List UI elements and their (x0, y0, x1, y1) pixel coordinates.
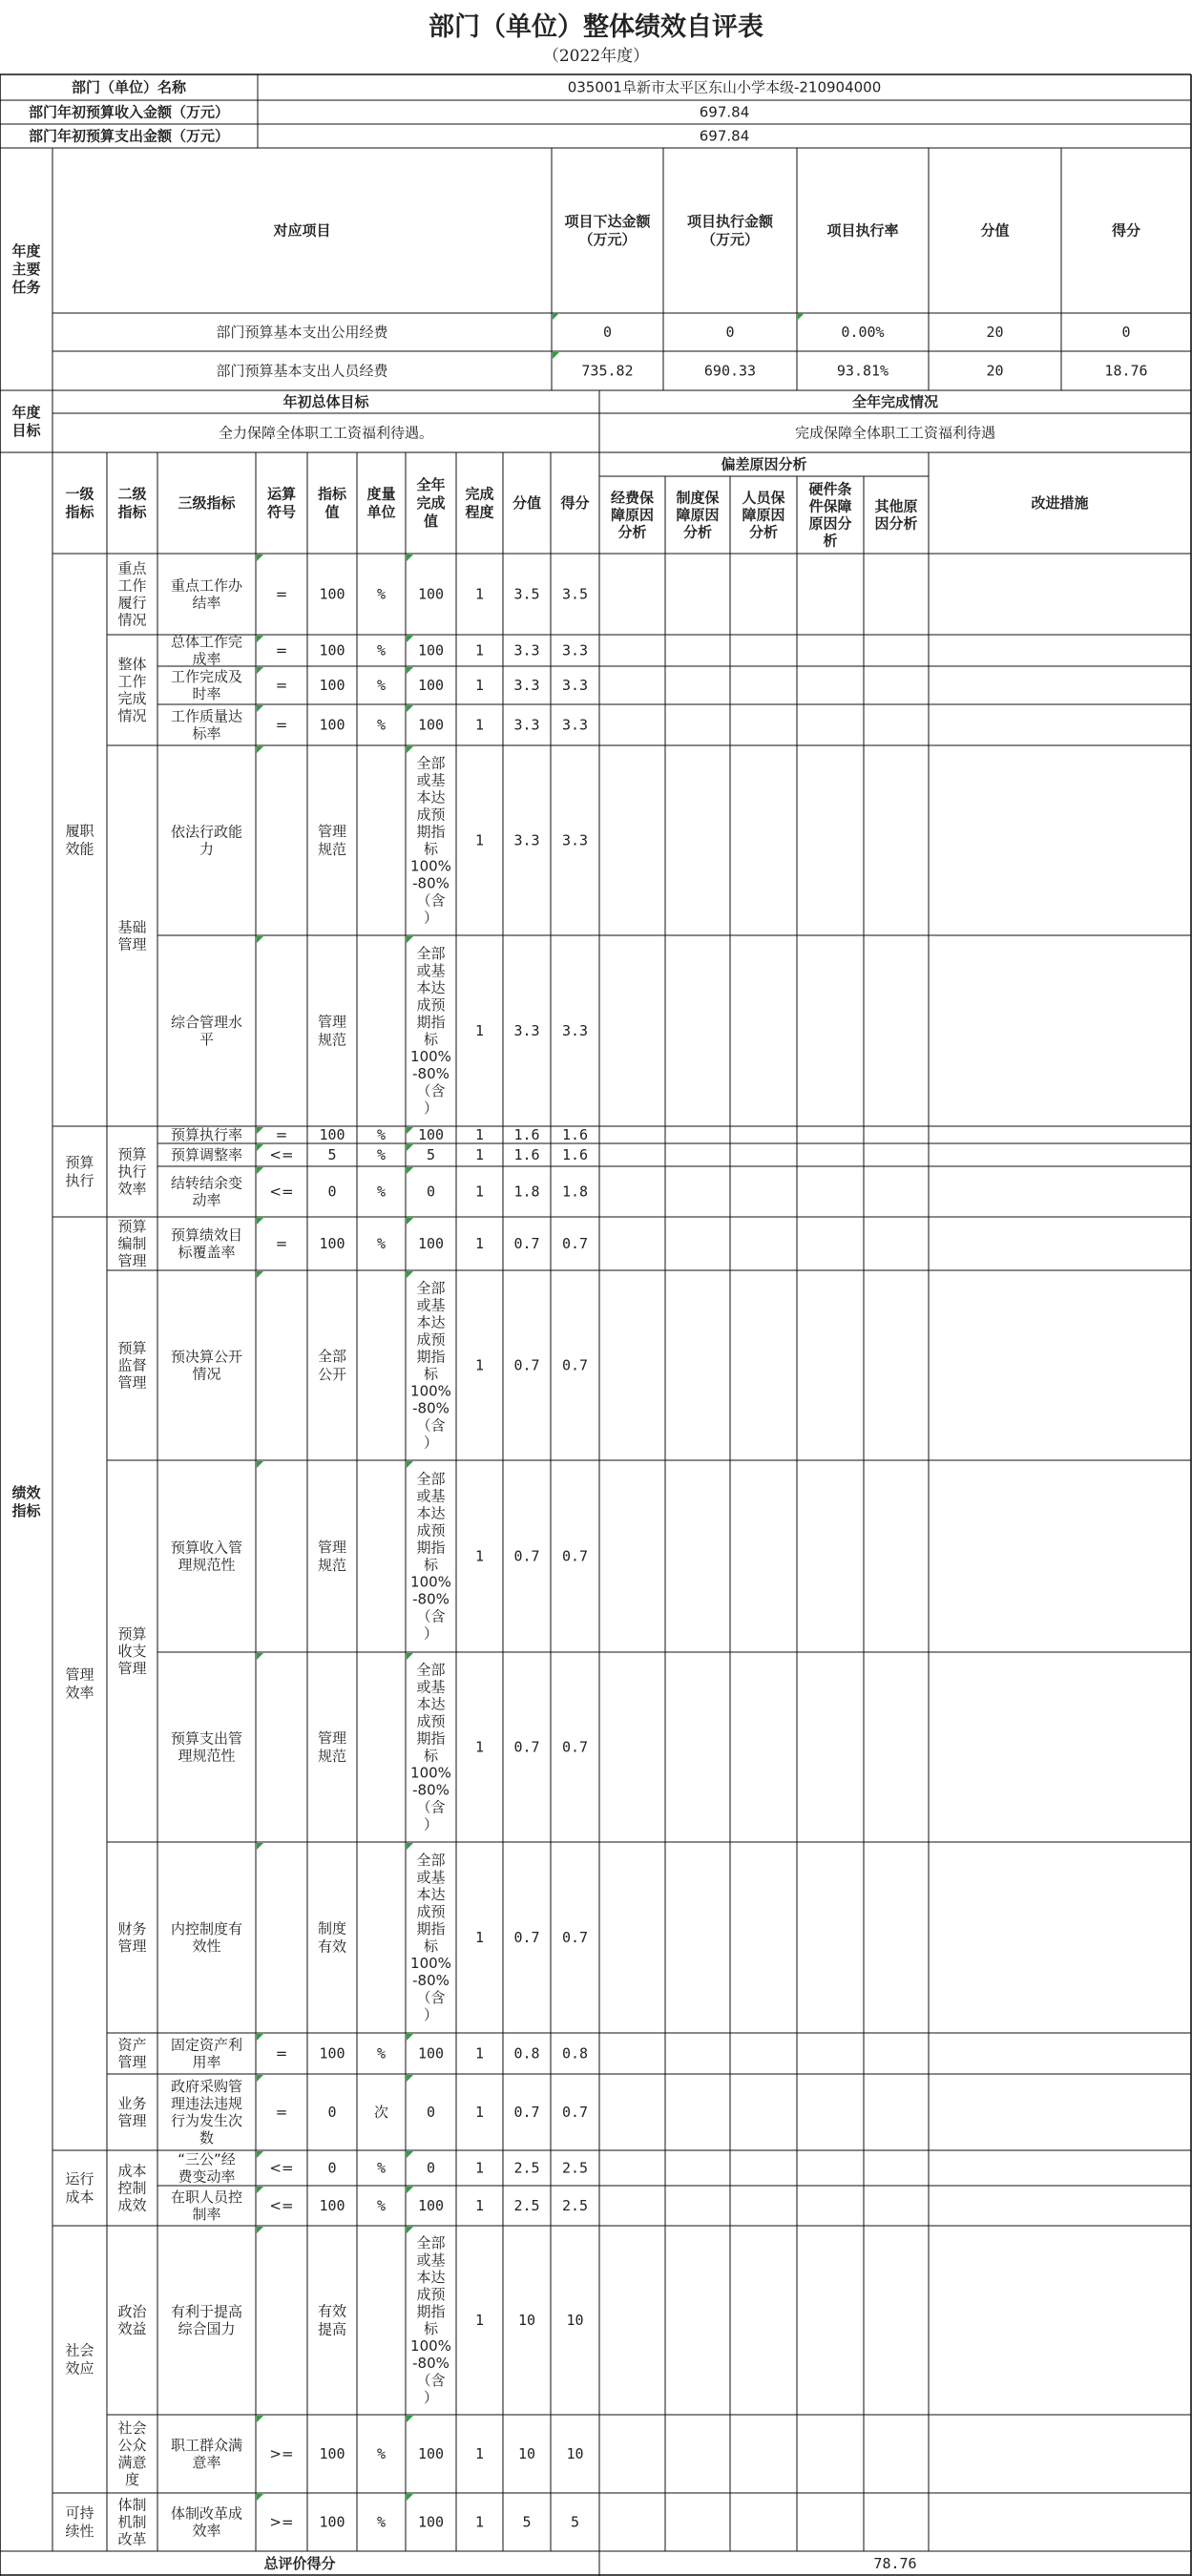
goal-complete-text: 完成保障全体职工工资福利待遇 (794, 424, 996, 442)
annual-value-cell: 100 (417, 2197, 445, 2214)
operator-cell: >= (269, 2513, 294, 2531)
cell-comment-marker (257, 1144, 263, 1151)
score-cell: 0.7 (561, 1356, 589, 1374)
target-value-cell: 有效提高 (317, 2302, 347, 2338)
target-value-cell: 100 (319, 2197, 345, 2214)
cell-comment-marker (407, 2416, 413, 2422)
total-score-label: 总评价得分 (263, 2555, 336, 2572)
cell-comment-marker (257, 2227, 263, 2233)
target-value-cell: 5 (327, 1146, 337, 1163)
perf-header-weight: 分值 (512, 494, 542, 512)
task-cell-allocated: 735.82 (581, 362, 634, 380)
operator-cell: = (275, 641, 288, 660)
annual-value-cell: 5 (426, 1146, 436, 1163)
target-value-cell: 管理规范 (317, 1013, 347, 1049)
task-header-weight: 分值 (980, 221, 1010, 240)
level2-indicator-label: 重点工作履行情况 (117, 559, 147, 629)
level2-indicator-label: 预算执行效率 (117, 1145, 147, 1198)
perf-header-deviation-col: 人员保障原因分析 (742, 489, 785, 541)
weight-cell: 2.5 (513, 2197, 540, 2214)
completion-degree-cell: 1 (474, 2044, 485, 2063)
perf-header-annual: 全年完成值 (416, 476, 446, 530)
cell-comment-marker (257, 1843, 263, 1850)
cell-comment-marker (257, 636, 263, 642)
score-cell: 3.3 (561, 716, 589, 734)
perf-header-level1: 一级指标 (65, 485, 94, 521)
task-cell-executed: 0 (725, 324, 735, 341)
weight-cell: 3.3 (513, 831, 540, 849)
completion-degree-cell: 1 (474, 1929, 485, 1946)
level3-indicator-name: 政府采购管理违法违规行为发生次数 (170, 2078, 243, 2147)
perf-header-level2: 二级指标 (117, 485, 147, 521)
weight-cell: 3.3 (513, 1022, 540, 1039)
level1-indicator-label: 履职效能 (65, 822, 94, 858)
weight-cell: 3.3 (513, 677, 540, 694)
completion-degree-cell: 1 (474, 1547, 485, 1565)
cell-comment-marker (257, 1461, 263, 1468)
weight-cell: 1.6 (513, 1146, 540, 1163)
unit-cell: % (376, 2513, 387, 2531)
level3-indicator-name: 内控制度有效性 (170, 1920, 243, 1955)
level3-indicator-name: 预算绩效目标覆盖率 (170, 1226, 243, 1261)
task-header-rate: 项目执行率 (826, 221, 899, 240)
task-project-name: 部门预算基本支出公用经费 (216, 324, 388, 341)
cell-comment-marker (407, 2034, 413, 2041)
weight-cell: 5 (522, 2513, 532, 2531)
page-subtitle: （2022年度） (542, 47, 650, 66)
level2-indicator-label: 预算监督管理 (117, 1339, 147, 1392)
weight-cell: 0.8 (513, 2044, 540, 2063)
level3-indicator-name: 预算收入管理规范性 (170, 1539, 243, 1574)
target-value-cell: 管理规范 (317, 1729, 347, 1765)
weight-cell: 0.7 (513, 1235, 540, 1252)
unit-cell: % (376, 1183, 387, 1201)
operator-cell: = (275, 2104, 288, 2121)
cell-comment-marker (257, 1218, 263, 1225)
perf-header-target: 指标值 (317, 485, 347, 521)
weight-cell: 0.7 (513, 1547, 540, 1565)
annual-value-cell: 100 (417, 2044, 445, 2063)
target-value-cell: 100 (319, 585, 345, 603)
weight-cell: 0.7 (513, 1929, 540, 1946)
target-value-cell: 100 (319, 1126, 345, 1143)
target-value-cell: 管理规范 (317, 1539, 347, 1574)
budget-expense-value: 697.84 (699, 127, 750, 145)
score-cell: 3.3 (561, 641, 589, 660)
perf-header-degree: 完成程度 (465, 485, 494, 521)
task-cell-allocated: 0 (602, 324, 613, 341)
level2-indicator-label: 预算编制管理 (117, 1218, 147, 1269)
task-cell-marker (553, 352, 559, 359)
cell-comment-marker (257, 2187, 263, 2193)
cell-comment-marker (257, 555, 263, 561)
level3-indicator-name: 预算支出管理规范性 (170, 1729, 243, 1765)
perf-header-deviation-col: 硬件条件保障原因分析 (808, 480, 852, 550)
perf-header-deviation-col: 其他原因分析 (874, 497, 918, 533)
goal-initial-header: 年初总体目标 (282, 393, 369, 410)
cell-comment-marker (257, 667, 263, 674)
perf-header-operator: 运算符号 (266, 485, 297, 521)
level3-indicator-name: 预算调整率 (170, 1146, 243, 1163)
cell-comment-marker (407, 936, 413, 943)
level3-indicator-name: 重点工作办结率 (170, 576, 243, 612)
target-value-cell: 100 (319, 2445, 345, 2462)
cell-comment-marker (407, 2187, 413, 2193)
annual-value-cell: 100 (417, 585, 445, 603)
completion-degree-cell: 1 (474, 2159, 485, 2177)
level3-indicator-name: 综合管理水平 (170, 1014, 243, 1048)
completion-degree-cell: 1 (474, 2513, 485, 2531)
level3-indicator-name: 工作完成及时率 (170, 668, 243, 702)
target-value-cell: 0 (327, 2104, 337, 2121)
operator-cell: = (275, 716, 288, 734)
task-cell-rate: 93.81% (836, 362, 889, 380)
level3-indicator-name: 预决算公开情况 (170, 1348, 243, 1383)
completion-degree-cell: 1 (474, 1126, 485, 1143)
weight-cell: 10 (517, 2312, 536, 2329)
annual-value-cell: 全部或基本达成预期指标 100% -80%（含） (410, 945, 451, 1117)
cell-comment-marker (407, 746, 413, 753)
annual-value-cell: 全部或基本达成预期指标 100% -80%（含） (410, 1470, 451, 1643)
level3-indicator-name: 依法行政能力 (170, 823, 243, 858)
budget-income-value: 697.84 (699, 103, 750, 121)
cell-comment-marker (257, 1167, 263, 1174)
task-header-executed: 项目执行金额（万元） (686, 213, 774, 248)
operator-cell: = (275, 1126, 288, 1143)
unit-cell: % (376, 677, 387, 694)
cell-comment-marker (257, 1271, 263, 1278)
total-score-value: 78.76 (873, 2555, 917, 2572)
perf-side-label: 绩效指标 (11, 1484, 41, 1519)
unit-cell: % (376, 2159, 387, 2177)
task-header-allocated: 项目下达金额（万元） (564, 213, 651, 248)
level3-indicator-name: 总体工作完成率 (170, 633, 243, 668)
perf-header-deviation: 偏差原因分析 (721, 455, 807, 473)
annual-value-cell: 100 (417, 677, 445, 694)
level1-indicator-label: 预算执行 (65, 1154, 94, 1189)
weight-cell: 2.5 (513, 2159, 540, 2177)
cell-comment-marker (407, 2151, 413, 2158)
completion-degree-cell: 1 (474, 1022, 485, 1039)
target-value-cell: 100 (319, 641, 345, 660)
score-cell: 0.7 (561, 1235, 589, 1252)
task-cell-weight: 20 (986, 324, 1004, 341)
cell-comment-marker (407, 2075, 413, 2082)
target-value-cell: 100 (319, 677, 345, 694)
task-cell-executed: 690.33 (703, 362, 757, 380)
level2-indicator-label: 整体工作完成情况 (117, 656, 147, 724)
cell-comment-marker (407, 1127, 413, 1134)
cell-comment-marker (407, 1144, 413, 1151)
annual-task-side-label: 年度主要任务 (11, 242, 41, 296)
unit-name-value: 035001阜新市太平区东山小学本级-210904000 (567, 78, 882, 96)
annual-value-cell: 全部或基本达成预期指标 100% -80%（含） (410, 1852, 451, 2023)
score-cell: 3.3 (561, 831, 589, 849)
completion-degree-cell: 1 (474, 1183, 485, 1201)
level1-indicator-label: 管理效率 (65, 1665, 94, 1702)
level2-indicator-label: 社会公众满意度 (117, 2419, 147, 2488)
unit-cell: % (376, 1126, 387, 1143)
score-cell: 1.6 (561, 1146, 589, 1163)
perf-header-deviation-col: 制度保障原因分析 (676, 489, 720, 541)
cell-comment-marker (407, 705, 413, 712)
level2-indicator-label: 预算收支管理 (117, 1625, 147, 1677)
cell-comment-marker (407, 1843, 413, 1850)
annual-value-cell: 100 (417, 641, 445, 660)
completion-degree-cell: 1 (474, 716, 485, 734)
operator-cell: = (275, 2044, 288, 2063)
target-value-cell: 0 (327, 1183, 337, 1201)
cell-comment-marker (257, 2034, 263, 2041)
target-value-cell: 100 (319, 2513, 345, 2531)
operator-cell: <= (269, 1183, 294, 1201)
cell-comment-marker (257, 2416, 263, 2422)
level2-indicator-label: 业务管理 (117, 2095, 147, 2129)
page-title: 部门（单位）整体绩效自评表 (429, 12, 763, 42)
weight-cell: 3.5 (513, 585, 540, 603)
level3-indicator-name: 预算执行率 (170, 1126, 243, 1143)
task-cell-weight: 20 (986, 362, 1004, 380)
task-cell-score: 0 (1121, 324, 1131, 341)
weight-cell: 0.7 (513, 2104, 540, 2121)
target-value-cell: 制度有效 (317, 1919, 347, 1956)
unit-cell: % (376, 2197, 387, 2214)
level3-indicator-name: 职工群众满意率 (170, 2437, 243, 2471)
annual-value-cell: 100 (417, 716, 445, 734)
target-value-cell: 0 (327, 2159, 337, 2177)
task-cell-marker (553, 313, 559, 320)
operator-cell: <= (269, 2197, 294, 2214)
score-cell: 3.3 (561, 1022, 589, 1039)
level3-indicator-name: 有利于提高综合国力 (170, 2303, 243, 2337)
operator-cell: >= (269, 2445, 294, 2462)
target-value-cell: 100 (319, 2044, 345, 2063)
cell-comment-marker (257, 2075, 263, 2082)
level1-indicator-label: 运行成本 (65, 2170, 94, 2206)
task-cell-score: 18.76 (1104, 362, 1148, 380)
weight-cell: 1.8 (513, 1183, 540, 1201)
target-value-cell: 全部公开 (317, 1348, 347, 1383)
annual-value-cell: 100 (417, 1235, 445, 1252)
perf-header-score: 得分 (560, 494, 590, 512)
weight-cell: 3.3 (513, 716, 540, 734)
cell-comment-marker (257, 705, 263, 712)
unit-cell: % (376, 1235, 387, 1252)
score-cell: 3.5 (561, 585, 589, 603)
score-cell: 5 (570, 2513, 580, 2531)
weight-cell: 0.7 (513, 1738, 540, 1756)
completion-degree-cell: 1 (474, 2197, 485, 2214)
unit-cell: % (376, 641, 387, 660)
unit-cell: % (376, 716, 387, 734)
perf-header-deviation-col: 经费保障原因分析 (610, 489, 655, 541)
cell-comment-marker (407, 2494, 413, 2501)
score-cell: 2.5 (561, 2159, 589, 2177)
level2-indicator-label: 政治效益 (117, 2303, 147, 2337)
annual-value-cell: 100 (417, 2445, 445, 2462)
weight-cell: 0.7 (513, 1356, 540, 1374)
task-cell-rate: 0.00% (841, 324, 885, 341)
level3-indicator-name: 结转结余变动率 (170, 1174, 243, 1209)
weight-cell: 3.3 (513, 641, 540, 660)
score-cell: 3.3 (561, 677, 589, 694)
annual-value-cell: 全部或基本达成预期指标 100% -80%（含） (410, 1279, 451, 1452)
cell-comment-marker (257, 1127, 263, 1134)
operator-cell: = (275, 1235, 288, 1252)
completion-degree-cell: 1 (474, 1235, 485, 1252)
perf-header-improve: 改进措施 (1031, 494, 1089, 512)
annual-value-cell: 全部或基本达成预期指标 100% -80%（含） (410, 754, 451, 927)
budget-income-label: 部门年初预算收入金额（万元） (28, 103, 230, 121)
score-cell: 10 (566, 2312, 584, 2329)
unit-cell: % (376, 585, 387, 603)
completion-degree-cell: 1 (474, 677, 485, 694)
cell-comment-marker (407, 1653, 413, 1660)
unit-cell: 次 (373, 2104, 389, 2121)
cell-comment-marker (407, 1461, 413, 1468)
target-value-cell: 100 (319, 1235, 345, 1252)
score-cell: 0.7 (561, 1929, 589, 1946)
weight-cell: 1.6 (513, 1126, 540, 1143)
goal-complete-header: 全年完成情况 (851, 393, 939, 410)
score-cell: 0.7 (561, 2104, 589, 2121)
unit-cell: % (376, 1146, 387, 1163)
level3-indicator-name: 体制改革成效率 (170, 2504, 243, 2540)
cell-comment-marker (407, 1218, 413, 1225)
completion-degree-cell: 1 (474, 641, 485, 660)
cell-comment-marker (407, 1271, 413, 1278)
level2-indicator-label: 体制机制改革 (117, 2496, 147, 2548)
cell-comment-marker (257, 2494, 263, 2501)
score-cell: 2.5 (561, 2197, 589, 2214)
cell-comment-marker (407, 2227, 413, 2233)
completion-degree-cell: 1 (474, 1356, 485, 1374)
target-value-cell: 管理规范 (317, 823, 347, 858)
task-header-score: 得分 (1111, 221, 1141, 240)
score-cell: 1.6 (561, 1126, 589, 1143)
perf-header-level3: 三级指标 (178, 494, 236, 512)
level2-indicator-label: 成本控制成效 (117, 2162, 147, 2214)
level1-indicator-label: 社会效应 (65, 2341, 94, 2377)
operator-cell: = (275, 677, 288, 694)
level3-indicator-name: “三公”经费变动率 (178, 2150, 236, 2186)
completion-degree-cell: 1 (474, 831, 485, 849)
annual-value-cell: 100 (417, 1126, 445, 1143)
cell-comment-marker (257, 1653, 263, 1660)
score-cell: 10 (566, 2445, 584, 2462)
completion-degree-cell: 1 (474, 1146, 485, 1163)
unit-cell: % (376, 2044, 387, 2063)
cell-comment-marker (407, 636, 413, 642)
annual-value-cell: 0 (426, 2104, 436, 2121)
goal-initial-text: 全力保障全体职工工资福利待遇。 (218, 424, 434, 442)
cell-comment-marker (257, 746, 263, 753)
weight-cell: 10 (517, 2445, 536, 2462)
score-cell: 0.7 (561, 1738, 589, 1756)
cell-comment-marker (407, 1167, 413, 1174)
operator-cell: <= (269, 2159, 294, 2177)
level1-indicator-label: 可持续性 (65, 2504, 94, 2540)
task-project-name: 部门预算基本支出人员经费 (216, 362, 388, 380)
unit-name-label: 部门（单位）名称 (71, 78, 187, 96)
level2-indicator-label: 财务管理 (117, 1920, 147, 1955)
completion-degree-cell: 1 (474, 2104, 485, 2121)
score-cell: 0.7 (561, 1547, 589, 1565)
task-header-project: 对应项目 (273, 221, 331, 240)
annual-value-cell: 0 (426, 2159, 436, 2177)
level2-indicator-label: 基础管理 (117, 918, 147, 953)
score-cell: 1.8 (561, 1183, 589, 1201)
completion-degree-cell: 1 (474, 2445, 485, 2462)
cell-comment-marker (407, 555, 413, 561)
level3-indicator-name: 在职人员控制率 (170, 2189, 243, 2223)
completion-degree-cell: 1 (474, 585, 485, 603)
unit-cell: % (376, 2445, 387, 2462)
budget-expense-label: 部门年初预算支出金额（万元） (28, 127, 230, 145)
cell-comment-marker (407, 667, 413, 674)
annual-value-cell: 全部或基本达成预期指标 100% -80%（含） (410, 1661, 451, 1833)
cell-comment-marker (257, 936, 263, 943)
level3-indicator-name: 固定资产利用率 (170, 2036, 243, 2071)
perf-header-unit: 度量单位 (366, 485, 396, 521)
level3-indicator-name: 工作质量达标率 (170, 707, 243, 743)
cell-comment-marker (257, 2151, 263, 2158)
annual-goal-side-label: 年度目标 (11, 404, 41, 439)
task-cell-marker (798, 313, 805, 320)
completion-degree-cell: 1 (474, 2312, 485, 2329)
annual-value-cell: 0 (426, 1183, 436, 1201)
annual-value-cell: 全部或基本达成预期指标 100% -80%（含） (410, 2234, 451, 2406)
score-cell: 0.8 (561, 2044, 589, 2063)
completion-degree-cell: 1 (474, 1738, 485, 1756)
level2-indicator-label: 资产管理 (117, 2036, 147, 2071)
annual-value-cell: 100 (417, 2513, 445, 2531)
operator-cell: <= (269, 1146, 294, 1163)
target-value-cell: 100 (319, 716, 345, 734)
operator-cell: = (275, 585, 288, 603)
